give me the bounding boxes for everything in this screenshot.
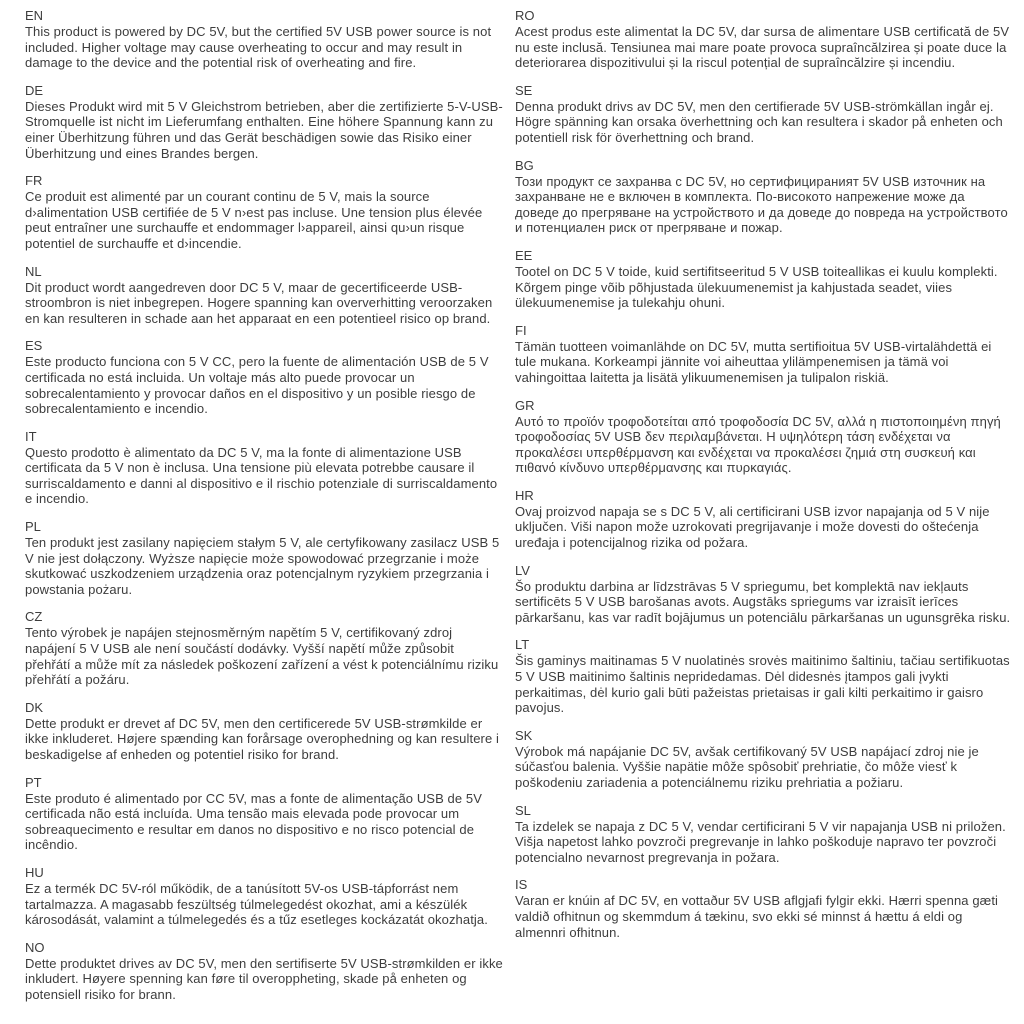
language-text: Výrobok má napájanie DC 5V, avšak certifikovaný 5V USB napájací zdroj nie je súčasťou balenia. Vyššie napätie môže spôsobiť prehriatie, čo môže viesť k poškodeniu zariadenia a potenciálnemu riziku prehriatia a požiaru. (515, 743, 979, 790)
language-section-bg (515, 158, 1012, 236)
language-text: Dette produktet drives av DC 5V, men den sertifiserte 5V USB-strømkilden er ikke inkludert. Høyere spenning kan føre til overoppheting, skade på enheten og potensiell risiko for brann. (25, 955, 503, 1002)
language-section-hr (515, 488, 1012, 551)
language-text: Αυτό το προϊόν τροφοδοτείται από τροφοδοσία DC 5V, αλλά η πιστοποιημένη πηγή τροφοδοσίας 5V USB δεν περιλαμβάνεται. Η υψηλότερη τάση ενδέχεται να προκαλέσει υπερθέρμανση και ενδέχεται να προκαλέσει ζημιά στη συσκευή και πιθανό κίνδυνο υπερθέρμανσης και πυρκαγιάς. (515, 413, 1001, 476)
language-code: LT (515, 637, 530, 653)
language-section-ro (515, 8, 1012, 71)
language-section-is (515, 877, 1012, 940)
language-section-fi (515, 323, 1012, 386)
language-text: Šo produktu darbina ar līdzstrāvas 5 V spriegumu, bet komplektā nav iekļauts sertificēts 5 V USB barošanas avots. Augstāks spriegums var izraisīt ierīces pārkaršanu, kas var radīt bojājumus un potenciālu pārkaršanas un ugunsgrēka risku. (515, 578, 1011, 625)
language-text: Dette produkt er drevet af DC 5V, men den certificerede 5V USB-strømkilde er ikke inkluderet. Højere spænding kan forårsage overophedning og kan resultere i beskadigelse af enheden og potentiel risiko for brand. (25, 715, 500, 762)
language-section-cz (25, 609, 503, 687)
language-section-it (25, 429, 503, 507)
language-section-es (25, 338, 503, 416)
language-code: LV (515, 562, 530, 578)
language-text: Šis gaminys maitinamas 5 V nuolatinės srovės maitinimo šaltiniu, tačiau sertifikuotas 5 V USB maitinimo šaltinis nepridedamas. Dėl didesnės įtampos gali įvykti perkaitimas, dėl kurio gali būti pažeistas prietaisas ir gali kilti perkaitimo ir gaisro pavojus. (515, 653, 1010, 716)
language-text: Este produto é alimentado por CC 5V, mas a fonte de alimentação USB de 5V certificada não está incluída. Uma tensão mais elevada pode provocar um sobreaquecimento e resultar em danos no dispositivo e no risco potencial de incêndio. (25, 790, 483, 853)
language-code: DK (25, 699, 44, 715)
language-code: SE (515, 82, 533, 98)
language-code: PL (25, 519, 41, 535)
language-code: SL (515, 802, 531, 818)
language-code: EE (515, 247, 533, 263)
language-code: DE (25, 82, 44, 98)
language-text: Този продукт се захранва с DC 5V, но сертифицираният 5V USB източник на захранване не е включен в комплекта. По-високото напрежение може да доведе до прегряване на устройството и да доведе до повреда на устройството и потенциален риск от прегряване и пожар. (515, 173, 1008, 236)
language-text: Ez a termék DC 5V-ról működik, de a tanúsított 5V-os USB-tápforrást nem tartalmazza. A magasabb feszültség túlmelegedést okozhat, ami a készülék károsodását, valamint a túlmelegedés és a tűz esetleges kockázatát okozhatja. (25, 880, 488, 928)
language-code: RO (515, 8, 535, 23)
left-column (25, 8, 503, 1015)
language-section-no (25, 940, 503, 1003)
language-code: BG (515, 157, 534, 173)
language-section-sk (515, 728, 1012, 791)
language-code: NO (25, 939, 45, 955)
language-code: NL (25, 263, 42, 279)
language-section-pl (25, 519, 503, 597)
right-column (515, 8, 1012, 1015)
language-text: Varan er knúin af DC 5V, en vottaður 5V USB aflgjafi fylgir ekki. Hærri spenna gæti valdið ofhitnun og skemmdum á tækinu, svo ekki sé minnst á hættu á eldi og almennri ofhitnun. (515, 893, 999, 940)
language-text: This product is powered by DC 5V, but the certified 5V USB power source is not included. Higher voltage may cause overheating to occur and may result in damage to the device and the potential risk of overheating and fire. (25, 24, 492, 71)
language-section-dk (25, 700, 503, 763)
language-text: Ten produkt jest zasilany napięciem stałym 5 V, ale certyfikowany zasilacz USB 5 V nie jest dołączony. Wyższe napięcie może spowodować przegrzanie i może skutkować uszkodzeniem urządzenia oraz potencjalnym ryzykiem przegrzania i powstania pożaru. (25, 535, 500, 597)
language-code: SK (515, 727, 533, 743)
language-section-nl (25, 264, 503, 327)
language-section-se (515, 83, 1012, 146)
language-code: FR (25, 173, 43, 189)
language-text: Denna produkt drivs av DC 5V, men den certifierade 5V USB-strömkällan ingår ej. Högre spänning kan orsaka överhettning och kan resultera i skador på enheten och potentiell risk för överhettning och brand. (515, 98, 1003, 145)
language-text: Tento výrobek je napájen stejnosměrným napětím 5 V, certifikovaný zdroj napájení 5 V USB ale není součástí dodávky. Vyšší napětí může způsobit přehřátí a může mít za následek poškození zařízení a vést k potenciálnímu riziku přehřátí a požáru. (25, 625, 499, 688)
language-section-ee (515, 248, 1012, 311)
language-code: FI (515, 322, 527, 338)
language-code: HU (25, 864, 44, 880)
language-section-hu (25, 865, 503, 928)
language-section-lt (515, 637, 1012, 715)
language-text: Questo prodotto è alimentato da DC 5 V, ma la fonte di alimentazione USB certificata da 5 V non è inclusa. Una tensione più elevata potrebbe causare il surriscaldamento e danni al dispositivo e il rischio potenziale di surriscaldamento e incendio. (25, 444, 498, 507)
language-section-gr (515, 398, 1012, 476)
language-section-pt (25, 775, 503, 853)
language-text: Tämän tuotteen voimanlähde on DC 5V, mutta sertifioitua 5V USB-virtalähdettä ei tule mukana. Korkeampi jännite voi aiheuttaa ylilämpenemisen ja tämä voi vahingoittaa laitetta ja lisätä ylikuumenemisen ja tulipalon riskiä. (515, 338, 992, 385)
language-text: Acest produs este alimentat la DC 5V, dar sursa de alimentare USB certificată de 5V nu este inclusă. Tensiunea mai mare poate provoca supraîncălzirea și poate duce la deteriorarea dispozitivului și la riscul potențial de supraîncălzire și incendiu. (515, 24, 1010, 71)
language-section-fr (25, 173, 503, 251)
language-code: IT (25, 428, 37, 444)
language-code: CZ (25, 609, 43, 625)
language-section-en (25, 8, 503, 71)
language-code: EN (25, 8, 44, 23)
language-text: Ce produit est alimenté par un courant continu de 5 V, mais la source d›alimentation USB certifiée de 5 V n›est pas incluse. Une tension plus élevée peut entraîner une surchauffe et endommager l›appareil, ainsi qu›un risque potentiel de surchauffe et d›incendie. (25, 189, 483, 251)
language-code: IS (515, 877, 528, 893)
language-text: Este producto funciona con 5 V CC, pero la fuente de alimentación USB de 5 V certificada no está incluida. Un voltaje más alto puede provocar un sobrecalentamiento y provocar daños en el dispositivo y un posible riesgo de sobrecalentamiento e incendio. (25, 354, 489, 417)
language-code: PT (25, 774, 42, 790)
language-section-de (25, 83, 503, 161)
language-section-sl (515, 803, 1012, 866)
language-text: Dieses Produkt wird mit 5 V Gleichstrom betrieben, aber die zertifizierte 5-V-USB-Stromquelle ist nicht im Lieferumfang enthalten. Eine höhere Spannung kann zu einer Überhitzung führen und das Gerät beschädigen sowie das Risiko einer Überhitzung und eines Brandes bergen. (25, 98, 503, 161)
language-section-lv (515, 563, 1012, 626)
language-code: GR (515, 397, 535, 413)
language-text: Dit product wordt aangedreven door DC 5 V, maar de gecertificeerde USB-stroombron is niet inbegrepen. Hogere spanning kan oververhitting veroorzaken en kan resulteren in schade aan het apparaat en een potentieel risico op brand. (25, 279, 493, 326)
language-text: Tootel on DC 5 V toide, kuid sertifitseeritud 5 V USB toiteallikas ei kuulu komplekti. Kõrgem pinge võib põhjustada ülekuumenemist ja kahjustada seadet, viies ülekuumenemise ja tulekahju ohuni. (515, 263, 998, 311)
language-code: ES (25, 338, 43, 354)
language-text: Ta izdelek se napaja z DC 5 V, vendar certificirani 5 V vir napajanja USB ni priložen. Višja napetost lahko povzroči pregrevanje in lahko poškoduje napravo ter povzroči potencialno nevarnost pregrevanja in požara. (515, 818, 1006, 865)
language-code: HR (515, 487, 534, 503)
language-text: Ovaj proizvod napaja se s DC 5 V, ali certificirani USB izvor napajanja od 5 V nije uključen. Viši napon može uzrokovati pregrijavanje i može dovesti do oštećenja uređaja i potencijalnog rizika od požara. (515, 503, 990, 551)
